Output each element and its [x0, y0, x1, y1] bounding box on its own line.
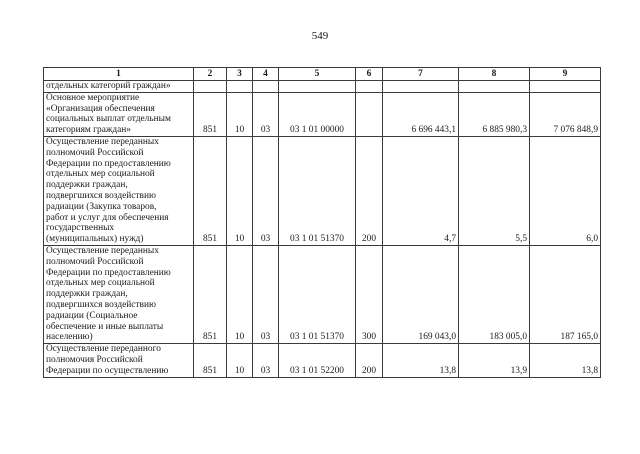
description-line: обеспечение и иные выплаты — [46, 321, 164, 332]
description-line: государственных — [46, 223, 115, 234]
description-line: полномочий Российской — [46, 147, 144, 158]
description-line: радиации (Социальное — [46, 310, 138, 321]
table-row — [44, 344, 601, 377]
cell-amount-year2 — [459, 81, 530, 93]
cell-subsection — [253, 81, 279, 93]
cell-subsection: 03 — [253, 245, 279, 343]
row-description — [44, 136, 194, 245]
cell-ministry-code: 851 — [194, 245, 227, 343]
description-line: населению) — [46, 332, 93, 343]
table-row — [44, 92, 601, 136]
cell-amount-year1 — [383, 81, 459, 93]
cell-amount-year1: 4,7 — [383, 136, 459, 245]
column-header: 8 — [459, 68, 530, 81]
cell-amount-year1: 13,8 — [383, 344, 459, 377]
cell-section: 10 — [227, 245, 253, 343]
cell-subsection: 03 — [253, 344, 279, 377]
cell-target-article: 03 1 01 00000 — [279, 92, 356, 136]
description-line: полномочий Российской — [46, 256, 144, 267]
cell-amount-year3: 6,0 — [530, 136, 601, 245]
row-description — [44, 81, 194, 93]
cell-section: 10 — [227, 136, 253, 245]
description-line: поддержки граждан, — [46, 180, 128, 191]
column-header: 3 — [227, 68, 253, 81]
cell-expense-type — [356, 92, 383, 136]
description-line: поддержки граждан, — [46, 289, 128, 300]
column-header: 6 — [356, 68, 383, 81]
cell-amount-year1: 169 043,0 — [383, 245, 459, 343]
description-line: полномочия Российской — [46, 354, 143, 365]
cell-amount-year2: 5,5 — [459, 136, 530, 245]
cell-expense-type: 200 — [356, 136, 383, 245]
budget-table — [43, 67, 601, 378]
description-line: отдельных категорий граждан» — [46, 81, 171, 91]
cell-amount-year3: 13,8 — [530, 344, 601, 377]
description-line: Осуществление переданного — [46, 344, 161, 355]
cell-amount-year2: 13,9 — [459, 344, 530, 377]
cell-expense-type: 300 — [356, 245, 383, 343]
description-line: подвергшихся воздействию — [46, 190, 156, 201]
cell-target-article — [279, 81, 356, 93]
column-header: 7 — [383, 68, 459, 81]
description-line: Федерации по осуществлению — [46, 365, 169, 376]
cell-amount-year1: 6 696 443,1 — [383, 92, 459, 136]
table-row — [44, 136, 601, 245]
cell-ministry-code — [194, 81, 227, 93]
description-line: социальных выплат отдельным — [46, 114, 171, 125]
description-line: Федерации по предоставлению — [46, 267, 171, 278]
row-description — [44, 344, 194, 377]
cell-amount-year2: 183 005,0 — [459, 245, 530, 343]
cell-expense-type — [356, 81, 383, 93]
cell-ministry-code: 851 — [194, 92, 227, 136]
table-row — [44, 81, 601, 93]
cell-section: 10 — [227, 92, 253, 136]
cell-amount-year3 — [530, 81, 601, 93]
cell-subsection: 03 — [253, 92, 279, 136]
cell-amount-year3: 187 165,0 — [530, 245, 601, 343]
description-line: «Организация обеспечения — [46, 103, 155, 114]
cell-amount-year3: 7 076 848,9 — [530, 92, 601, 136]
cell-amount-year2: 6 885 980,3 — [459, 92, 530, 136]
row-description — [44, 245, 194, 343]
column-header: 4 — [253, 68, 279, 81]
cell-section: 10 — [227, 344, 253, 377]
column-header: 5 — [279, 68, 356, 81]
cell-section — [227, 81, 253, 93]
cell-target-article: 03 1 01 51370 — [279, 245, 356, 343]
cell-expense-type: 200 — [356, 344, 383, 377]
column-header: 1 — [44, 68, 194, 81]
description-line: (муниципальных) нужд) — [46, 234, 144, 245]
cell-target-article: 03 1 01 51370 — [279, 136, 356, 245]
description-line: Осуществление переданных — [46, 136, 159, 147]
description-line: радиации (Закупка товаров, — [46, 201, 157, 212]
description-line: Федерации по предоставлению — [46, 158, 171, 169]
description-line: работ и услуг для обеспечения — [46, 212, 169, 223]
table-row — [44, 245, 601, 343]
description-line: отдельных мер социальной — [46, 278, 155, 289]
cell-ministry-code: 851 — [194, 136, 227, 245]
cell-subsection: 03 — [253, 136, 279, 245]
row-description — [44, 92, 194, 136]
page-number: 549 — [311, 30, 329, 42]
column-header: 9 — [530, 68, 601, 81]
description-line: подвергшихся воздействию — [46, 299, 156, 310]
cell-target-article: 03 1 01 52200 — [279, 344, 356, 377]
cell-ministry-code: 851 — [194, 344, 227, 377]
table-header-row — [44, 68, 601, 81]
description-line: Основное мероприятие — [46, 92, 140, 103]
column-header: 2 — [194, 68, 227, 81]
description-line: категориям граждан» — [46, 125, 131, 136]
description-line: отдельных мер социальной — [46, 169, 155, 180]
description-line: Осуществление переданных — [46, 245, 159, 256]
